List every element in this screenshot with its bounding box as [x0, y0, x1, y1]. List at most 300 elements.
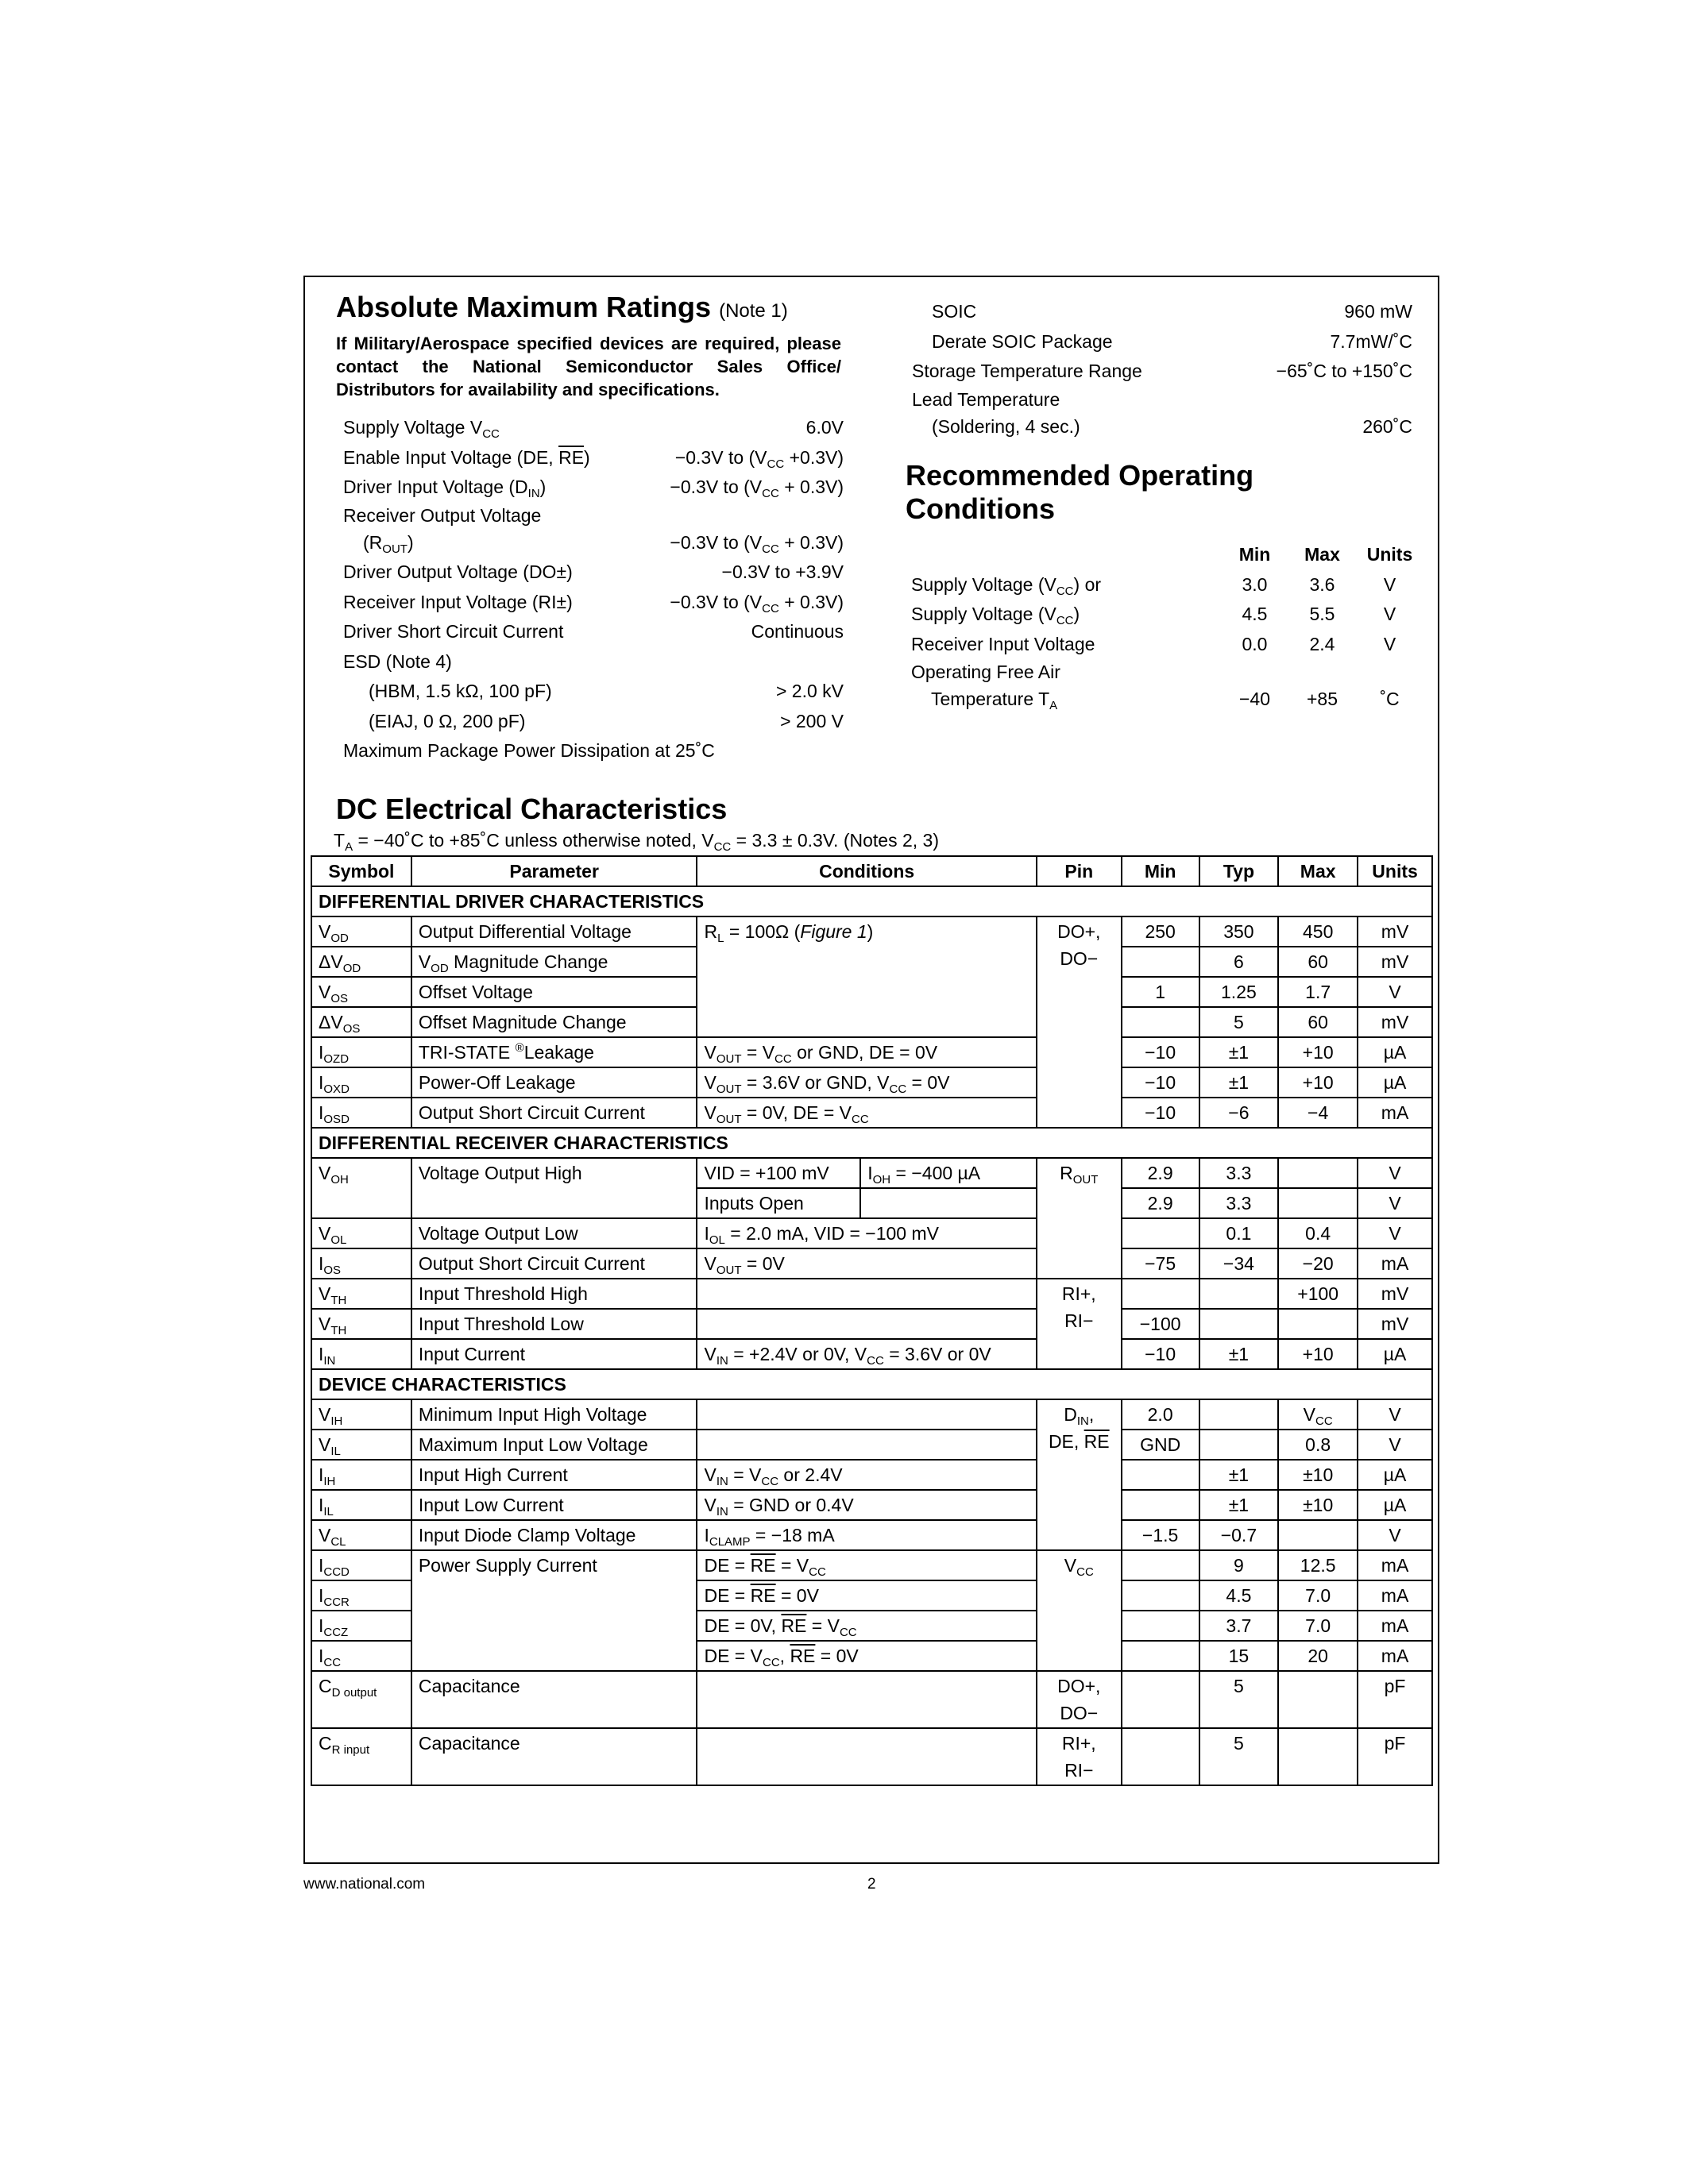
symbol-cell: $I_{OZD}$ — [311, 1037, 411, 1067]
amr-value: > 200 V — [780, 710, 844, 731]
amr-list — [343, 413, 844, 766]
max-cell: 0.4 — [1278, 1218, 1358, 1248]
conditions-cell: $V_{OUT} = 3.6V$ or GND, $V_{CC} = 0V$ — [697, 1067, 1036, 1098]
max-cell: −4 — [1278, 1098, 1358, 1128]
symbol-cell: $V_{IL}$ — [311, 1430, 411, 1460]
pin-text: , — [1088, 1404, 1095, 1425]
min-cell — [1122, 1671, 1199, 1728]
conditions-cell-empty — [697, 1399, 1036, 1430]
dc-subtitle-text: = −40˚C to +85˚C unless otherwise noted, V — [353, 830, 714, 851]
typ-cell: 9 — [1199, 1550, 1279, 1580]
subscript: OD — [431, 962, 449, 975]
roc-heading — [906, 459, 1253, 526]
conditions-cell: VID = +100 mV — [697, 1158, 860, 1188]
amr-label: ) — [584, 446, 590, 468]
symbol-cell: $V_{IH}$ — [311, 1399, 411, 1430]
param-text: Magnitude Change — [448, 951, 608, 972]
symbol-cell: $I_{CCD}$ — [311, 1550, 411, 1580]
min-cell: −10 — [1122, 1339, 1199, 1369]
roc-row — [911, 659, 1435, 685]
amr-value: 960 mW — [1344, 301, 1412, 322]
dc-subtitle — [334, 828, 939, 852]
table-row — [311, 1460, 1432, 1490]
typ-cell — [1199, 1309, 1279, 1339]
amr-label: Supply Voltage V — [343, 417, 483, 438]
min-cell: −10 — [1122, 1037, 1199, 1067]
page-number: 2 — [867, 1876, 876, 1893]
subscript: OUT — [1072, 1173, 1099, 1187]
roc-title: Conditions — [906, 492, 1055, 525]
max-cell: +10 — [1278, 1339, 1358, 1369]
roc-table — [911, 540, 1435, 715]
conditions-cell: DE = $V_{CC}$, $\overline{RE} = 0V$ — [697, 1641, 1036, 1671]
max-cell — [1278, 1520, 1358, 1550]
conditions-cell: $V_{IN} = V_{CC}$ or 2.4V — [697, 1460, 1036, 1490]
typ-cell — [1199, 1430, 1279, 1460]
table-row — [311, 1728, 1432, 1785]
parameter-cell: Input Diode Clamp Voltage — [411, 1520, 697, 1550]
subscript: CC — [767, 457, 785, 471]
roc-row — [911, 685, 1435, 715]
conditions-cell: $V_{IN} = +2.4V$ or 0V, $V_{CC} = 3.6V$ or 0V — [697, 1339, 1036, 1369]
typ-cell: 4.5 — [1199, 1580, 1279, 1611]
min-cell: −100 — [1122, 1309, 1199, 1339]
roc-min: 0.0 — [1242, 633, 1268, 654]
pin-cell — [1037, 1550, 1122, 1671]
parameter-cell: Input Current — [411, 1339, 697, 1369]
max-cell — [1278, 1188, 1358, 1218]
conditions-cell-empty — [860, 1188, 1037, 1218]
symbol-cell: $I_{CC}$ — [311, 1641, 411, 1671]
amr-value: Continuous — [751, 621, 844, 642]
amr-label: (HBM, 1.5 kΩ, 100 pF) — [369, 681, 552, 701]
units-cell: mA — [1358, 1580, 1432, 1611]
max-cell — [1278, 1399, 1358, 1430]
symbol-cell: $V_{OS}$ — [311, 977, 411, 1007]
amr-row — [343, 443, 844, 473]
col-header: Max — [1304, 544, 1340, 565]
table-row — [311, 1067, 1432, 1098]
conditions-cell — [697, 916, 1036, 1037]
max-cell — [1278, 1671, 1358, 1728]
max-cell: −20 — [1278, 1248, 1358, 1279]
max-cell: 60 — [1278, 1007, 1358, 1037]
min-cell: 1 — [1122, 977, 1199, 1007]
amr-value: > 2.0 kV — [775, 681, 844, 701]
parameter-cell: Input Low Current — [411, 1490, 697, 1520]
conditions-cell: $V_{OUT} = 0V$ — [697, 1248, 1036, 1279]
col-header: Max — [1278, 856, 1358, 886]
parameter-cell: Voltage Output High — [411, 1158, 697, 1218]
parameter-cell: Input Threshold Low — [411, 1309, 697, 1339]
dc-table — [311, 855, 1433, 1786]
amr-label: (R — [363, 531, 383, 553]
units-cell: mA — [1358, 1098, 1432, 1128]
registered-mark: ® — [515, 1041, 524, 1055]
amr-label: SOIC — [932, 301, 977, 322]
max-cell: ±10 — [1278, 1490, 1358, 1520]
max-cell: 450 — [1278, 916, 1358, 947]
amr-value: 260˚C — [1362, 415, 1412, 437]
roc-units: ˚C — [1380, 689, 1400, 709]
amr-value: −0.3V to (V — [670, 531, 763, 553]
table-row — [311, 1279, 1432, 1309]
param-text: Leakage — [523, 1042, 594, 1063]
overbar-text: $\overline{RE}$ — [558, 446, 585, 468]
units-cell: µA — [1358, 1067, 1432, 1098]
symbol-cell: $I_{IL}$ — [311, 1490, 411, 1520]
subscript: CC — [1056, 584, 1074, 598]
table-row — [311, 1520, 1432, 1550]
subscript: CC — [1315, 1414, 1333, 1428]
min-cell — [1122, 1641, 1199, 1671]
symbol-cell: $C_{D output}$ — [311, 1671, 411, 1728]
roc-header-row — [911, 540, 1435, 570]
table-row — [311, 1339, 1432, 1369]
conditions-cell: $I_{CLAMP} = -18$ mA — [697, 1520, 1036, 1550]
pin-text: R — [1060, 1163, 1073, 1183]
symbol-cell: $V_{TH}$ — [311, 1279, 411, 1309]
amr-label: ) — [539, 477, 547, 497]
pin-text: RI− — [1064, 1310, 1094, 1331]
pin-text: V — [1064, 1555, 1077, 1576]
typ-cell: ±1 — [1199, 1067, 1279, 1098]
pin-cell — [1037, 1671, 1122, 1728]
section-label: DEVICE CHARACTERISTICS — [311, 1369, 1432, 1399]
min-cell: GND — [1122, 1430, 1199, 1460]
amr-row — [343, 528, 844, 558]
min-cell: −75 — [1122, 1248, 1199, 1279]
max-cell: ±10 — [1278, 1460, 1358, 1490]
amr-row — [343, 473, 844, 503]
max-cell: 12.5 — [1278, 1550, 1358, 1580]
amr-label: ESD (Note 4) — [343, 650, 452, 672]
pin-text: DE, — [1048, 1431, 1084, 1452]
table-row — [311, 1037, 1432, 1067]
typ-cell: 1.25 — [1199, 977, 1279, 1007]
roc-max: +85 — [1306, 689, 1338, 709]
pin-text: DO+, — [1057, 921, 1101, 942]
roc-min: −40 — [1238, 689, 1270, 709]
section-row — [311, 886, 1432, 916]
symbol-cell: $V_{OH}$ — [311, 1158, 411, 1218]
units-cell: mA — [1358, 1641, 1432, 1671]
subscript: CC — [482, 427, 500, 441]
units-cell: pF — [1358, 1728, 1432, 1785]
typ-cell: ±1 — [1199, 1460, 1279, 1490]
min-cell — [1122, 1728, 1199, 1785]
pin-text: RI− — [1064, 1760, 1094, 1781]
subscript: OUT — [382, 542, 408, 556]
roc-label: ) — [1073, 604, 1080, 624]
dc-subtitle-text: = 3.3 ± 0.3V. (Notes 2, 3) — [731, 830, 939, 851]
typ-cell: 3.3 — [1199, 1188, 1279, 1218]
units-cell: V — [1358, 1430, 1432, 1460]
parameter-cell: Voltage Output Low — [411, 1218, 697, 1248]
section-row — [311, 1128, 1432, 1158]
amr-row — [343, 588, 844, 618]
col-header: Pin — [1037, 856, 1122, 886]
typ-cell: 15 — [1199, 1641, 1279, 1671]
max-cell — [1278, 1309, 1358, 1339]
parameter-cell: Offset Magnitude Change — [411, 1007, 697, 1037]
amr-value: −0.3V to (V — [670, 477, 763, 497]
symbol-cell: $V_{CL}$ — [311, 1520, 411, 1550]
footer-url[interactable]: www.national.com — [303, 1876, 426, 1893]
units-cell: mA — [1358, 1611, 1432, 1641]
parameter-cell: Output Differential Voltage — [411, 916, 697, 947]
min-cell: 250 — [1122, 916, 1199, 947]
parameter-cell: Capacitance — [411, 1671, 697, 1728]
max-cell: 7.0 — [1278, 1580, 1358, 1611]
subscript: CC — [1076, 1565, 1094, 1579]
amr-value: + 0.3V) — [778, 591, 844, 612]
amr-label: Maximum Package Power Dissipation at 25˚C — [343, 740, 715, 761]
amr-heading — [336, 291, 788, 328]
min-cell: −1.5 — [1122, 1520, 1199, 1550]
max-cell — [1278, 1158, 1358, 1188]
amr-label: Lead Temperature — [912, 388, 1060, 410]
conditions-cell: $I_{OL} = 2.0$ mA, VID = −100 mV — [697, 1218, 1036, 1248]
typ-cell: ±1 — [1199, 1339, 1279, 1369]
typ-cell: −6 — [1199, 1098, 1279, 1128]
section-row — [311, 1369, 1432, 1399]
overbar-text: $\overline{RE}$ — [1083, 1431, 1110, 1452]
conditions-cell: $V_{OUT} = V_{CC}$ or GND, DE = 0V — [697, 1037, 1036, 1067]
min-cell — [1122, 1490, 1199, 1520]
amr-title: Absolute Maximum Ratings — [336, 291, 712, 323]
table-row — [311, 1671, 1432, 1728]
amr-label: Derate SOIC Package — [932, 330, 1113, 352]
dc-title: DC Electrical Characteristics — [336, 793, 728, 825]
symbol-cell: $I_{CCR}$ — [311, 1580, 411, 1611]
subscript: L — [717, 932, 724, 945]
units-cell: mV — [1358, 1007, 1432, 1037]
typ-cell: 3.3 — [1199, 1158, 1279, 1188]
parameter-cell: Power-Off Leakage — [411, 1067, 697, 1098]
conditions-cell-empty — [697, 1728, 1036, 1785]
col-header: Symbol — [311, 856, 411, 886]
table-row — [311, 1430, 1432, 1460]
col-header: Min — [1238, 544, 1271, 565]
pin-text: D — [1064, 1404, 1077, 1425]
units-cell: V — [1358, 1520, 1432, 1550]
conditions-cell-empty — [697, 1671, 1036, 1728]
col-header: Parameter — [411, 856, 697, 886]
roc-units: V — [1383, 604, 1396, 624]
table-row — [311, 1309, 1432, 1339]
subscript: CC — [1056, 614, 1074, 627]
pin-cell — [1037, 1399, 1122, 1550]
symbol-cell: $V_{OD}$ — [311, 916, 411, 947]
units-cell: mA — [1358, 1248, 1432, 1279]
amr-row — [912, 357, 1412, 387]
subscript: CC — [762, 601, 779, 615]
units-cell: mV — [1358, 1309, 1432, 1339]
conditions-cell: DE = $\overline{RE} = 0V$ — [697, 1580, 1036, 1611]
table-row — [311, 1550, 1432, 1580]
units-cell: mA — [1358, 1550, 1432, 1580]
amr-value: +0.3V) — [784, 446, 844, 468]
amr-value: −0.3V to +3.9V — [721, 561, 844, 582]
amr-label: Driver Output Voltage (DO±) — [343, 561, 573, 582]
subscript: IN — [1076, 1414, 1089, 1428]
min-cell — [1122, 1007, 1199, 1037]
typ-cell: 0.1 — [1199, 1218, 1279, 1248]
section-label: DIFFERENTIAL DRIVER CHARACTERISTICS — [311, 886, 1432, 916]
parameter-cell: Input Threshold High — [411, 1279, 697, 1309]
table-row — [311, 1158, 1432, 1188]
amr-label: (EIAJ, 0 Ω, 200 pF) — [369, 710, 526, 731]
units-cell: V — [1358, 1218, 1432, 1248]
conditions-cell-empty — [697, 1309, 1036, 1339]
parameter-cell — [411, 947, 697, 977]
pin-cell — [1037, 916, 1122, 1128]
col-header: Typ — [1199, 856, 1279, 886]
param-text: V — [418, 951, 431, 972]
parameter-cell: Capacitance — [411, 1728, 697, 1785]
symbol-cell: $I_{OS}$ — [311, 1248, 411, 1279]
min-cell: −10 — [1122, 1067, 1199, 1098]
subscript: CC — [762, 487, 779, 500]
roc-row — [911, 630, 1435, 660]
units-cell: mV — [1358, 947, 1432, 977]
typ-cell: 5 — [1199, 1728, 1279, 1785]
roc-label: Receiver Input Voltage — [911, 633, 1095, 654]
parameter-cell: Minimum Input High Voltage — [411, 1399, 697, 1430]
parameter-cell: Offset Voltage — [411, 977, 697, 1007]
symbol-cell: $V_{OL}$ — [311, 1218, 411, 1248]
amr-row — [912, 387, 1412, 412]
max-cell: 60 — [1278, 947, 1358, 977]
amr-value: + 0.3V) — [778, 477, 844, 497]
max-cell — [1278, 1728, 1358, 1785]
units-cell: mV — [1358, 916, 1432, 947]
amr-row — [343, 647, 844, 677]
units-cell: V — [1358, 1188, 1432, 1218]
pin-cell — [1037, 1158, 1122, 1279]
col-header: Min — [1122, 856, 1199, 886]
amr-warning: If Military/Aerospace specified devices are required, please contact the National Semiconductor Sales Office/ Distributors for availability and specifications. — [336, 334, 841, 399]
min-cell — [1122, 1279, 1199, 1309]
cond-text: ) — [867, 921, 874, 942]
dc-subtitle-text: T — [334, 830, 346, 851]
min-cell — [1122, 947, 1199, 977]
table-header-row — [311, 856, 1432, 886]
amr-row — [343, 677, 844, 707]
parameter-cell: Maximum Input Low Voltage — [411, 1430, 697, 1460]
pin-text: DO− — [1060, 948, 1099, 969]
amr-row — [343, 558, 844, 588]
symbol-cell: $\Delta V_{OD}$ — [311, 947, 411, 977]
amr-value: −0.3V to (V — [674, 446, 767, 468]
units-cell: V — [1358, 977, 1432, 1007]
amr-label: ) — [407, 531, 414, 553]
amr-label: Enable Input Voltage (DE, — [343, 446, 559, 468]
roc-max: 5.5 — [1309, 604, 1335, 624]
symbol-cell: $I_{OXD}$ — [311, 1067, 411, 1098]
max-cell: 1.7 — [1278, 977, 1358, 1007]
symbol-cell: $\Delta V_{OS}$ — [311, 1007, 411, 1037]
typ-cell — [1199, 1279, 1279, 1309]
table-row — [311, 1490, 1432, 1520]
units-cell: V — [1358, 1158, 1432, 1188]
min-cell: −10 — [1122, 1098, 1199, 1128]
parameter-cell: Power Supply Current — [411, 1550, 697, 1671]
typ-cell: ±1 — [1199, 1490, 1279, 1520]
typ-cell: 6 — [1199, 947, 1279, 977]
table-row — [311, 1098, 1432, 1128]
col-header: Conditions — [697, 856, 1036, 886]
typ-cell — [1199, 1399, 1279, 1430]
roc-min: 4.5 — [1242, 604, 1268, 624]
amr-list-cont — [912, 297, 1412, 442]
conditions-cell: $V_{IN}$ = GND or 0.4V — [697, 1490, 1036, 1520]
amr-label: Receiver Input Voltage (RI±) — [343, 591, 573, 612]
roc-max: 2.4 — [1309, 633, 1335, 654]
param-text: TRI-STATE — [418, 1042, 516, 1063]
units-cell: mV — [1358, 1279, 1432, 1309]
table-row — [311, 916, 1432, 947]
amr-row — [912, 412, 1412, 442]
symbol-cell: $I_{IN}$ — [311, 1339, 411, 1369]
units-cell: µA — [1358, 1460, 1432, 1490]
amr-label: (Soldering, 4 sec.) — [932, 415, 1080, 437]
max-cell: 0.8 — [1278, 1430, 1358, 1460]
max-cell: 7.0 — [1278, 1611, 1358, 1641]
roc-units: V — [1383, 633, 1396, 654]
symbol-cell: $C_{R input}$ — [311, 1728, 411, 1785]
amr-row — [343, 413, 844, 443]
figure-ref: Figure 1 — [800, 921, 867, 942]
amr-value: −0.3V to (V — [670, 591, 763, 612]
conditions-cell: Inputs Open — [697, 1188, 860, 1218]
roc-row — [911, 600, 1435, 630]
typ-cell: −0.7 — [1199, 1520, 1279, 1550]
amr-label: Receiver Output Voltage — [343, 504, 542, 526]
conditions-cell: DE = 0V, $\overline{RE} = V_{CC}$ — [697, 1611, 1036, 1641]
max-cell: 20 — [1278, 1641, 1358, 1671]
min-cell — [1122, 1550, 1199, 1580]
subscript: A — [345, 840, 353, 854]
conditions-cell-empty — [697, 1430, 1036, 1460]
symbol-cell: $V_{TH}$ — [311, 1309, 411, 1339]
amr-value: 6.0V — [805, 417, 844, 438]
max-text: V — [1303, 1404, 1315, 1425]
amr-row — [343, 503, 844, 528]
conditions-cell-empty — [697, 1279, 1036, 1309]
roc-max: 3.6 — [1309, 573, 1335, 595]
min-cell: 2.9 — [1122, 1158, 1199, 1188]
subscript: CC — [713, 840, 732, 854]
amr-row — [343, 617, 844, 647]
table-row — [311, 1248, 1432, 1279]
typ-cell: 5 — [1199, 1007, 1279, 1037]
conditions-cell: $V_{OUT} = 0V$, DE = $V_{CC}$ — [697, 1098, 1036, 1128]
max-cell: +10 — [1278, 1037, 1358, 1067]
roc-min: 3.0 — [1242, 573, 1268, 595]
amr-label: Driver Input Voltage (D — [343, 477, 528, 497]
typ-cell: ±1 — [1199, 1037, 1279, 1067]
roc-label: Temperature T — [931, 689, 1050, 709]
min-cell — [1122, 1580, 1199, 1611]
symbol-cell: $I_{OSD}$ — [311, 1098, 411, 1128]
units-cell: µA — [1358, 1037, 1432, 1067]
roc-title: Recommended Operating — [906, 459, 1254, 492]
amr-row — [343, 707, 844, 737]
min-cell: 2.0 — [1122, 1399, 1199, 1430]
units-cell: µA — [1358, 1490, 1432, 1520]
